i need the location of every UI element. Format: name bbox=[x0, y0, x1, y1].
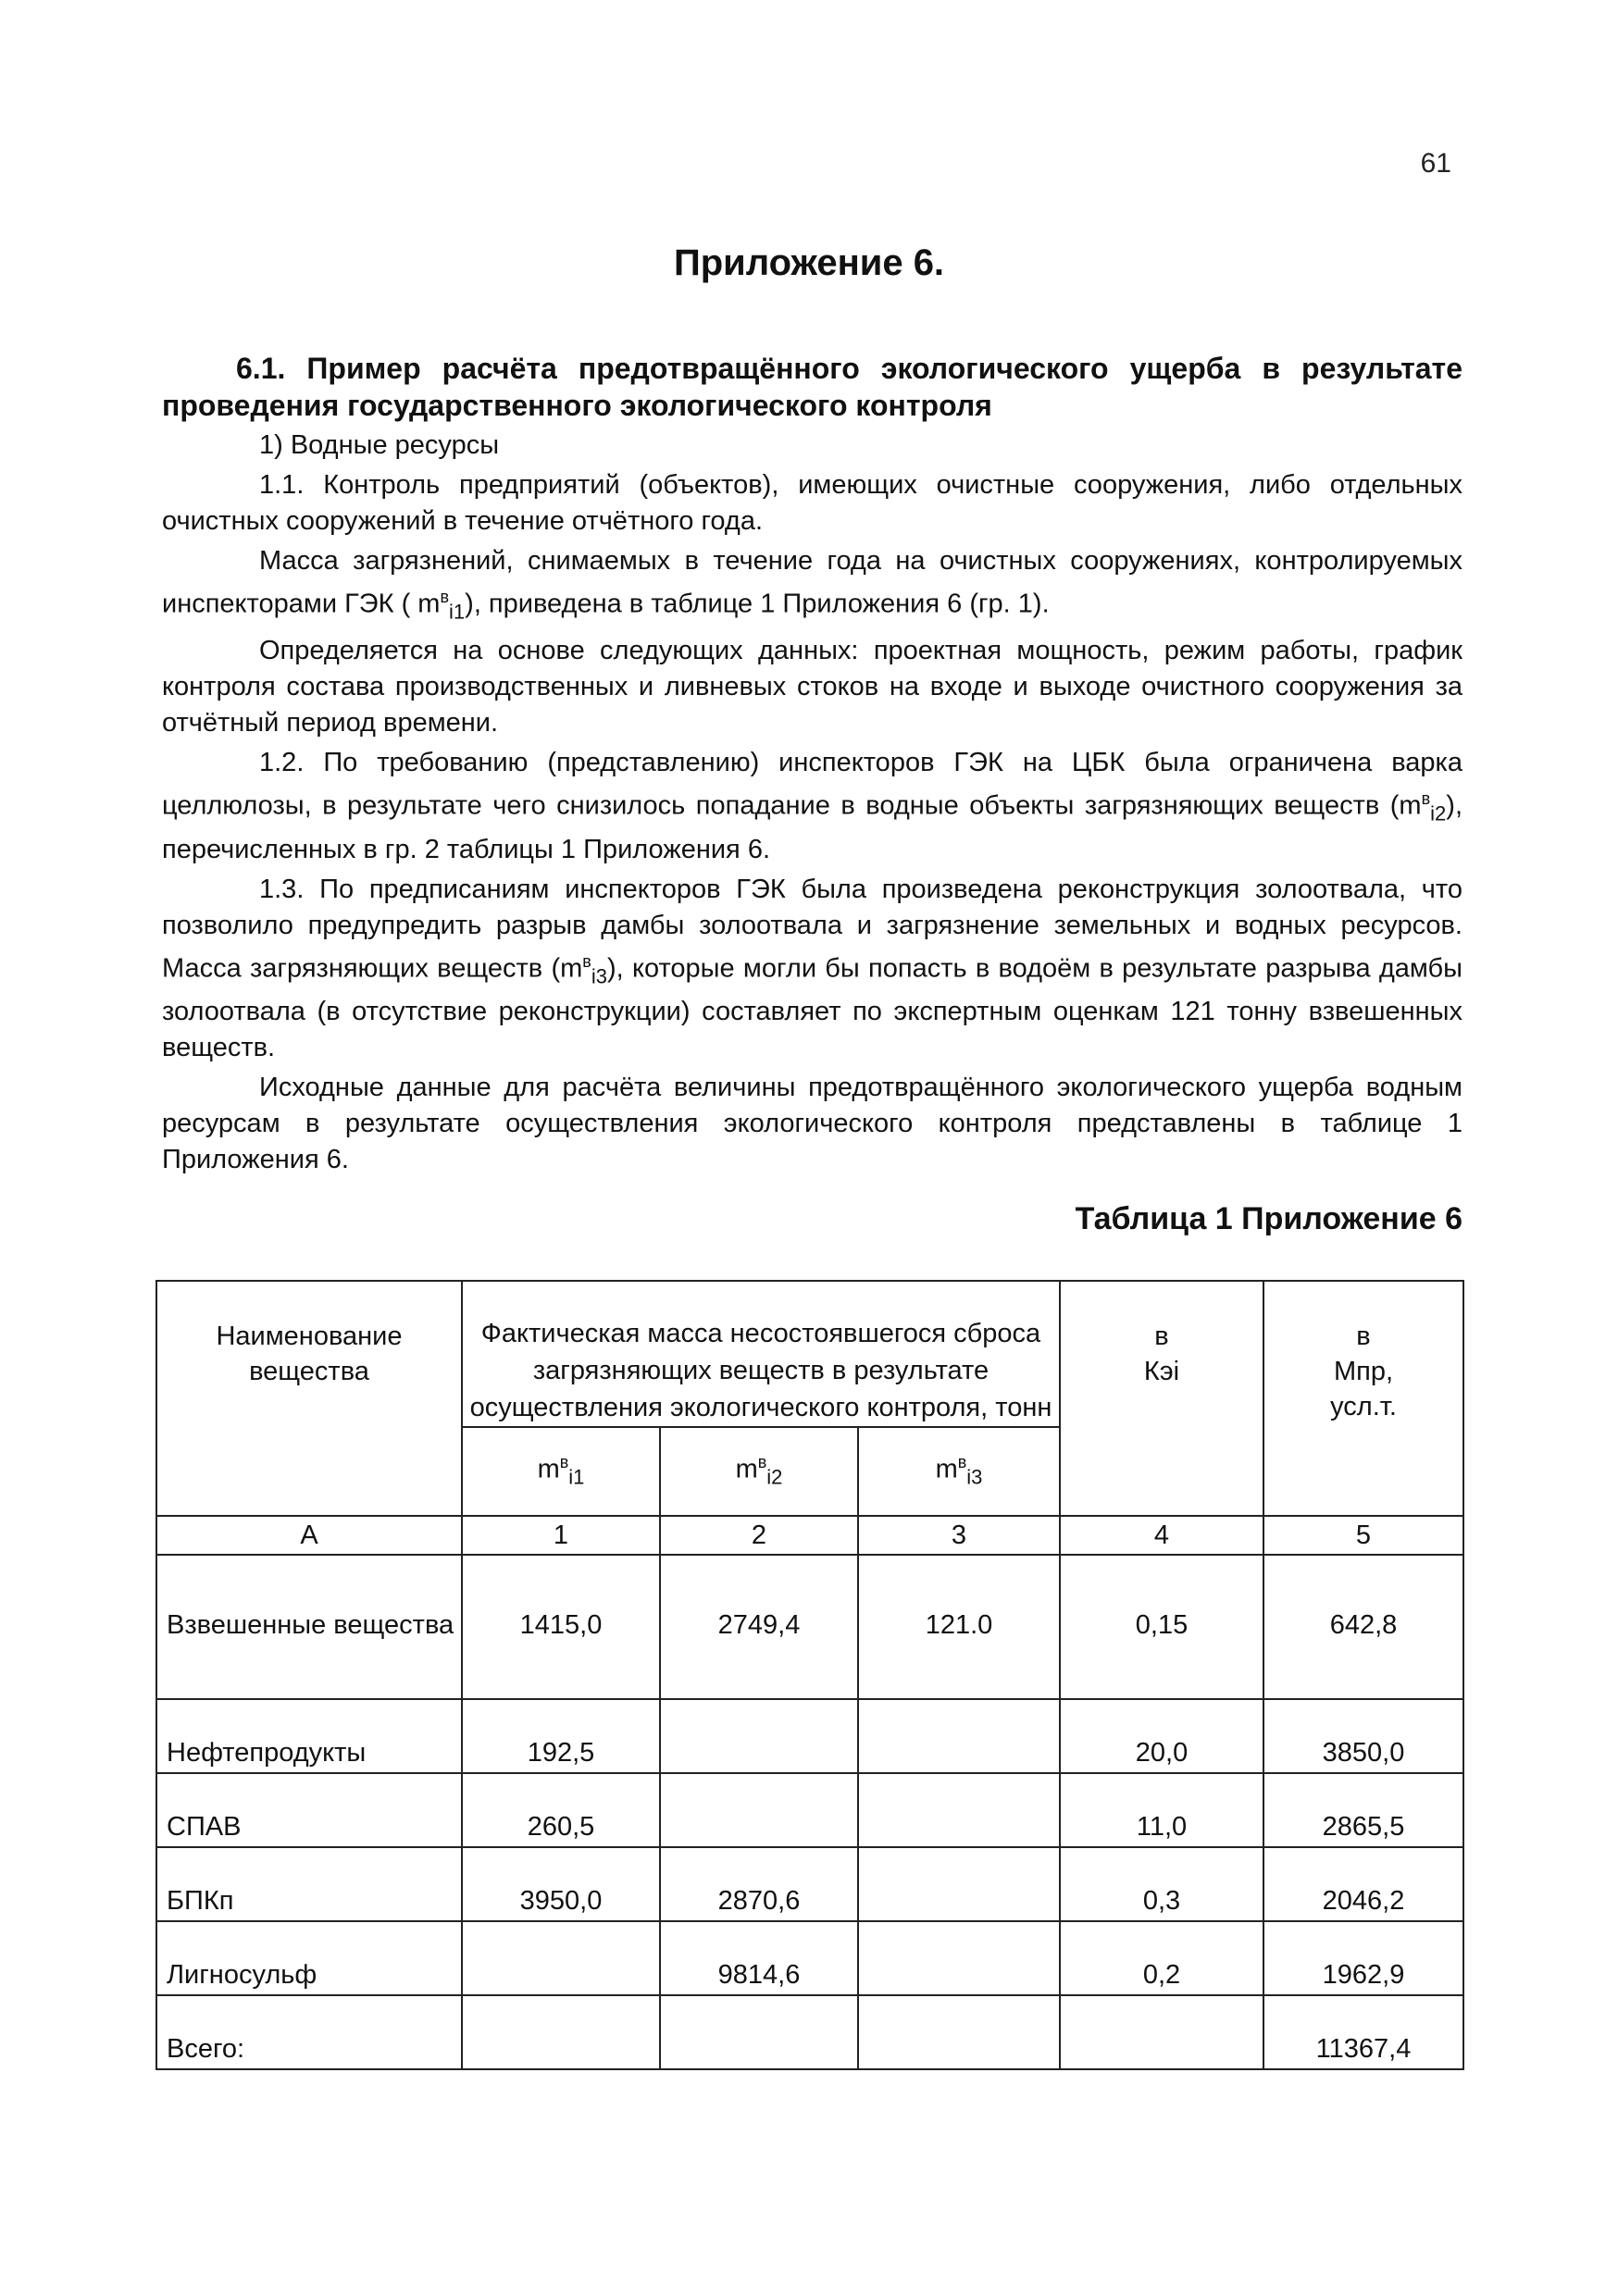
header-kei bbox=[1060, 1281, 1263, 1516]
substance-name-cell: БПКп bbox=[156, 1847, 462, 1921]
paragraph: Исходные данные для расчёта величины предотвращённого экологического ущерба водным ресурсам в результате осуществления экологического контроля представлены в таблице 1 Приложения 6. bbox=[162, 1073, 1462, 1175]
column-number: 5 bbox=[1263, 1516, 1463, 1555]
value-cell-m3 bbox=[858, 1847, 1060, 1921]
table-row bbox=[156, 1699, 1463, 1773]
value-cell-m2 bbox=[660, 1995, 858, 2069]
kei-symbol: Кэi bbox=[1143, 1357, 1180, 1386]
header-name: Наименование вещества bbox=[156, 1281, 462, 1516]
column-number: 4 bbox=[1060, 1516, 1263, 1555]
table-row bbox=[156, 1847, 1463, 1921]
value-cell-mpr: 2865,5 bbox=[1263, 1773, 1463, 1847]
value-cell-kei: 0,3 bbox=[1060, 1847, 1263, 1921]
table-row bbox=[156, 1555, 1463, 1699]
paragraph: Масса загрязнений, снимаемых в течение года на очистных сооружениях, контролируемых инспекторами ГЭК ( $m^в_{i1}$), приведена в таблице 1 Приложения 6 (гр. 1). bbox=[162, 546, 1462, 624]
value-cell-m2 bbox=[660, 1773, 858, 1847]
value-cell-m1: 3950,0 bbox=[462, 1847, 660, 1921]
value-cell-m3 bbox=[858, 1995, 1060, 2069]
value-cell-kei: 11,0 bbox=[1060, 1773, 1263, 1847]
header-m3: $m^в_{i3}$ bbox=[858, 1427, 1060, 1516]
paragraph: Определяется на основе следующих данных: проектная мощность, режим работы, график контроля состава производственных и ливневых стоков на входе и выходе очистного сооружения за отчётный период времени. bbox=[162, 636, 1462, 738]
value-cell-m2: 2870,6 bbox=[660, 1847, 858, 1921]
table-caption: Таблица 1 Приложение 6 bbox=[1075, 1201, 1462, 1236]
section-heading: 6.1. Пример расчёта предотвращённого экологического ущерба в результате проведения государственного экологического контроля bbox=[162, 352, 1462, 422]
value-cell-mpr: 2046,2 bbox=[1263, 1847, 1463, 1921]
column-number: 2 bbox=[660, 1516, 858, 1555]
value-cell-m2 bbox=[660, 1699, 858, 1773]
value-cell-m2: 9814,6 bbox=[660, 1921, 858, 1995]
value-cell-m3: 121.0 bbox=[858, 1555, 1060, 1699]
value-cell-mpr: 11367,4 bbox=[1263, 1995, 1463, 2069]
value-cell-m3 bbox=[858, 1921, 1060, 1995]
value-cell-m3 bbox=[858, 1699, 1060, 1773]
substance-name-cell: Нефтепродукты bbox=[156, 1699, 462, 1773]
column-number: 1 bbox=[462, 1516, 660, 1555]
substance-name-cell: Взвешенные вещества bbox=[156, 1555, 462, 1699]
paragraph: 1.3. По предписаниям инспекторов ГЭК была произведена реконструкция золоотвала, что позволило предупредить разрыв дамбы золоотвала и загрязнение земельных и водных ресурсов. Масса загрязняющих веществ $(m^в_{i3})$, которые могли бы попасть в водоём в результате разрыва дамбы золоотвала (в отсутствие реконструкции) составляет по экспертным оценкам 121 тонну взвешенных веществ. bbox=[162, 874, 1462, 1063]
value-cell-mpr: 3850,0 bbox=[1263, 1699, 1463, 1773]
header-m2: $m^в_{i2}$ bbox=[660, 1427, 858, 1516]
value-cell-kei: 20,0 bbox=[1060, 1699, 1263, 1773]
value-cell-kei: 0,15 bbox=[1060, 1555, 1263, 1699]
substance-name-cell: СПАВ bbox=[156, 1773, 462, 1847]
header-mpr bbox=[1263, 1281, 1463, 1516]
value-cell-mpr: 1962,9 bbox=[1263, 1921, 1463, 1995]
value-cell-m1: 1415,0 bbox=[462, 1555, 660, 1699]
value-cell-m3 bbox=[858, 1773, 1060, 1847]
table-row bbox=[156, 1995, 1463, 2069]
value-cell-m2: 2749,4 bbox=[660, 1555, 858, 1699]
page-number: 61 bbox=[1420, 148, 1451, 179]
substance-name-cell: Всего: bbox=[156, 1995, 462, 2069]
body-text bbox=[162, 350, 1462, 1182]
table-row bbox=[156, 1773, 1463, 1847]
column-number: А bbox=[156, 1516, 462, 1555]
kei-superscript: в bbox=[1154, 1322, 1169, 1351]
header-mass: Фактическая масса несостоявшегося сброса загрязняющих веществ в результате осуществления экологического контроля, тонн bbox=[462, 1281, 1060, 1427]
mpr-unit: усл.т. bbox=[1330, 1392, 1397, 1421]
substance-name-cell: Лигносульф bbox=[156, 1921, 462, 1995]
value-cell-m1 bbox=[462, 1921, 660, 1995]
paragraph: 1.1. Контроль предприятий (объектов), имеющих очистные сооружения, либо отдельных очистных сооружений в течение отчётного года. bbox=[162, 470, 1462, 536]
mpr-symbol: Мпр, bbox=[1333, 1357, 1394, 1386]
value-cell-mpr: 642,8 bbox=[1263, 1555, 1463, 1699]
column-number: 3 bbox=[858, 1516, 1060, 1555]
mpr-superscript: в bbox=[1356, 1322, 1371, 1351]
column-number-row bbox=[156, 1516, 1463, 1555]
header-m1: $m^в_{i1}$ bbox=[462, 1427, 660, 1516]
value-cell-m1: 260,5 bbox=[462, 1773, 660, 1847]
paragraph: 1.2. По требованию (представлению) инспекторов ГЭК на ЦБК была ограничена варка целлюлозы, в результате чего снизилось попадание в водные объекты загрязняющих веществ $(m^в_{i2})$, перечисленных в гр. 2 таблицы 1 Приложения 6. bbox=[162, 748, 1462, 864]
paragraphs bbox=[162, 467, 1462, 1178]
value-cell-m1: 192,5 bbox=[462, 1699, 660, 1773]
appendix-title: Приложение 6. bbox=[673, 242, 945, 283]
value-cell-kei bbox=[1060, 1995, 1263, 2069]
value-cell-kei: 0,2 bbox=[1060, 1921, 1263, 1995]
value-cell-m1 bbox=[462, 1995, 660, 2069]
table-row bbox=[156, 1921, 1463, 1995]
subheading: 1) Водные ресурсы bbox=[259, 430, 500, 460]
data-table bbox=[156, 1280, 1464, 2070]
